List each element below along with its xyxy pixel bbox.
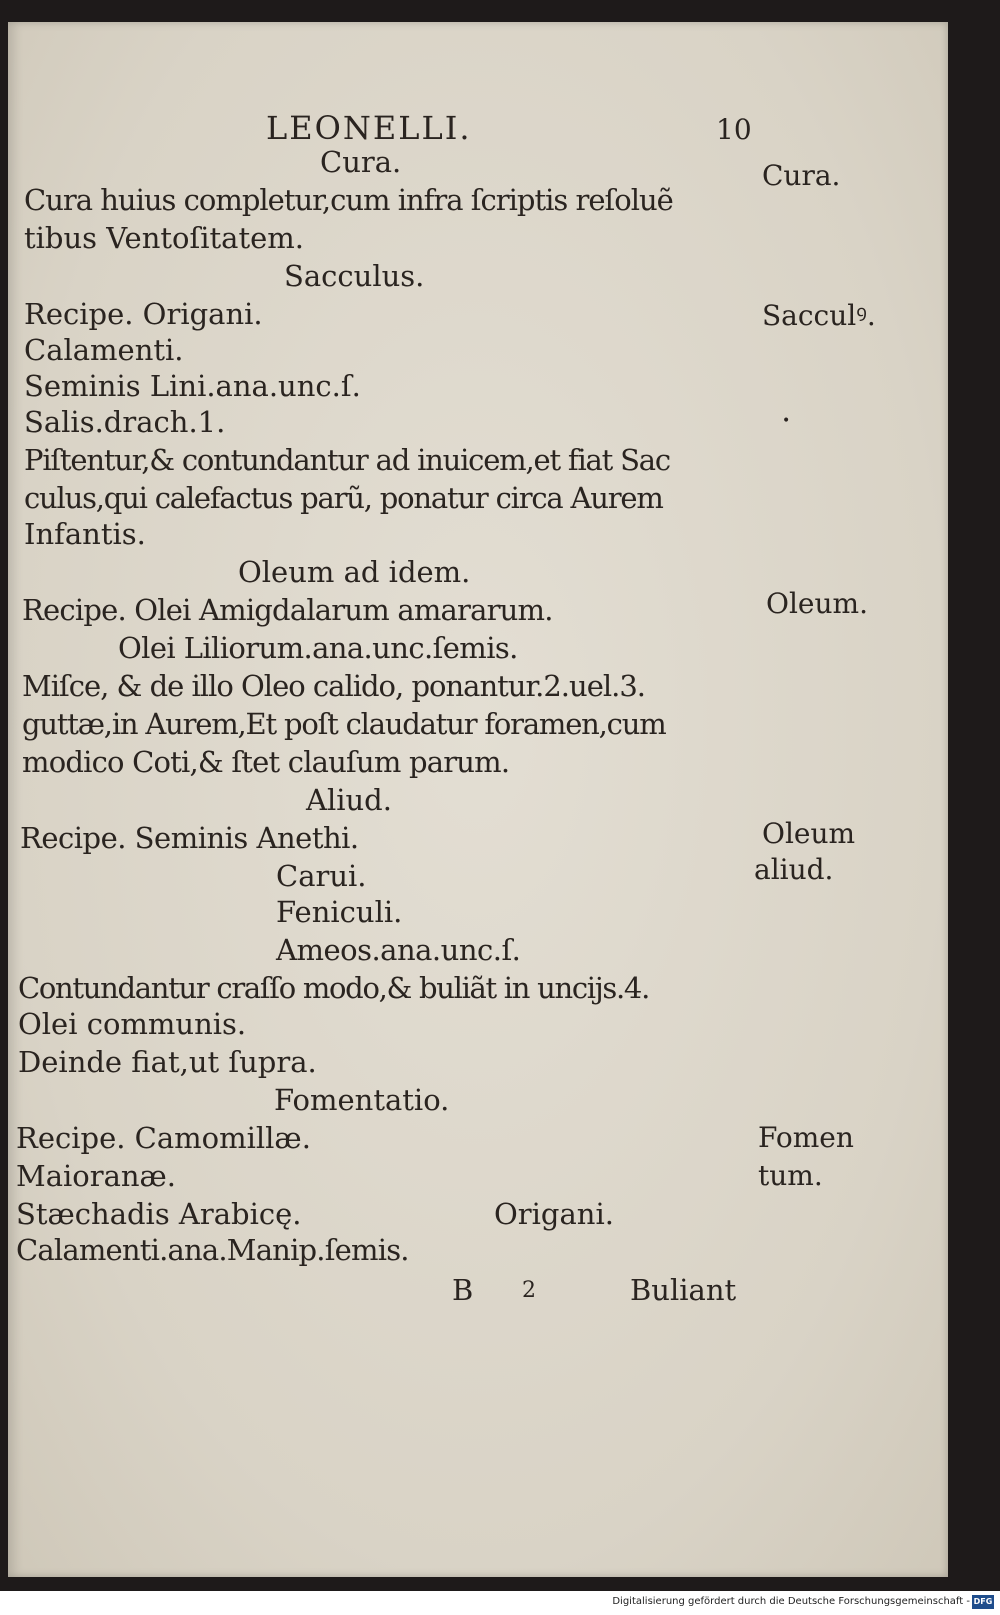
text-line: Recipe. Camomillæ. — [16, 1121, 311, 1155]
running-title: LEONELLI. — [266, 109, 472, 147]
margin-note: Sacculꝰ. — [762, 299, 876, 332]
heading-fomentatio: Fomentatio. — [274, 1083, 450, 1117]
text-line: Piſtentur,& contundantur ad inuicem,et fiat Sac — [24, 443, 670, 477]
catchword: Buliant — [630, 1273, 737, 1307]
footer-bar — [0, 1591, 1000, 1615]
margin-note: Oleum. — [766, 587, 868, 620]
text-line: tibus Ventoſitatem. — [24, 221, 304, 255]
margin-note: aliud. — [754, 853, 834, 886]
text-line: Ameos.ana.unc.ſ. — [276, 933, 521, 967]
text-line: modico Coti,& ſtet clauſum parum. — [22, 745, 510, 779]
page-number: 10 — [716, 113, 752, 146]
heading-sacculus: Sacculus. — [284, 259, 425, 293]
text-line: Maioranæ. — [16, 1159, 177, 1193]
text-line: Seminis Lini.ana.unc.ſ. — [24, 369, 361, 403]
text-line: culus,qui calefactus parũ, ponatur circa Aurem — [24, 481, 663, 515]
book-page — [8, 22, 948, 1577]
signature-number: 2 — [522, 1278, 536, 1303]
text-line: guttæ,in Aurem,Et poſt claudatur foramen,cum — [22, 707, 666, 741]
text-line: Origani. — [494, 1197, 614, 1231]
text-line: Deinde fiat,ut ſupra. — [18, 1045, 317, 1079]
margin-note: Cura. — [762, 159, 841, 192]
heading-oleum: Oleum ad idem. — [238, 555, 471, 589]
margin-note: • — [782, 413, 791, 429]
text-line: Infantis. — [24, 517, 146, 551]
heading-aliud: Aliud. — [306, 783, 392, 817]
text-line: Recipe. Seminis Anethi. — [20, 821, 359, 855]
text-line: Miſce, & de illo Oleo calido, ponantur.2.uel.3. — [22, 669, 646, 703]
text-line: Calamenti.ana.Manip.ſemis. — [16, 1233, 409, 1267]
text-line: Salis.drach.1. — [24, 405, 226, 439]
margin-note: Fomen — [758, 1121, 854, 1154]
text-line: Olei communis. — [18, 1007, 247, 1041]
signature-mark: B — [452, 1273, 474, 1307]
text-line: Stæchadis Arabicę. — [16, 1197, 302, 1231]
text-line: Carui. — [276, 859, 367, 893]
margin-note: Oleum — [762, 817, 856, 850]
text-line: Recipe. Olei Amigdalarum amararum. — [22, 593, 553, 627]
text-line: Olei Liliorum.ana.unc.ſemis. — [118, 631, 518, 665]
heading-cura: Cura. — [320, 145, 402, 179]
margin-note: tum. — [758, 1159, 823, 1192]
text-line: Calamenti. — [24, 333, 184, 367]
text-line: Recipe. Origani. — [24, 297, 263, 331]
dfg-logo: DFG — [972, 1595, 994, 1609]
text-line: Contundantur craſſo modo,& buliãt in uncijs.4. — [18, 971, 650, 1005]
text-line: Feniculi. — [276, 895, 403, 929]
text-line: Cura huius completur,cum infra ſcriptis reſoluẽ — [24, 183, 673, 217]
funding-credit: Digitalisierung gefördert durch die Deutsche Forschungsgemeinschaft - — [612, 1596, 970, 1607]
